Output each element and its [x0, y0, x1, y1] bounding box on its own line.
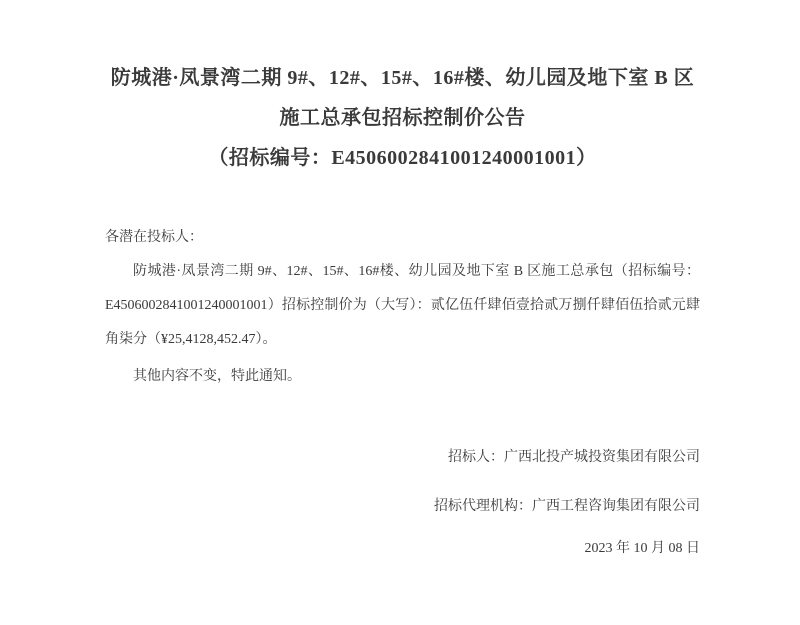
salutation-line: 各潜在投标人： — [105, 230, 203, 245]
signature-block — [105, 441, 700, 566]
notice-line: 其他内容不变，特此通知。 — [133, 369, 301, 384]
control-price-paragraph: 防城港·凤景湾二期 9#、12#、15#、16#楼、幼儿园及地下室 B 区施工总承包（招标编号：E4506002841001240001001）招标控制价为（大写）：贰亿伍仟肆佰壹拾贰万捌仟肆佰伍拾贰元肆角柒分（¥25,4128,452.47）。 — [105, 264, 700, 347]
agency-line: 招标代理机构：广西工程咨询集团有限公司 — [434, 499, 700, 514]
tender-number-line: （招标编号：E4506002841001240001001） — [208, 147, 597, 169]
date-line: 2023 年 10 月 08 日 — [584, 541, 700, 556]
document-heading — [105, 58, 700, 178]
tenderer-line: 招标人：广西北投产城投资集团有限公司 — [448, 450, 700, 465]
document-title: 防城港·凤景湾二期 9#、12#、15#、16#楼、幼儿园及地下室 B 区施工总承包招标控制价公告 — [110, 67, 695, 129]
